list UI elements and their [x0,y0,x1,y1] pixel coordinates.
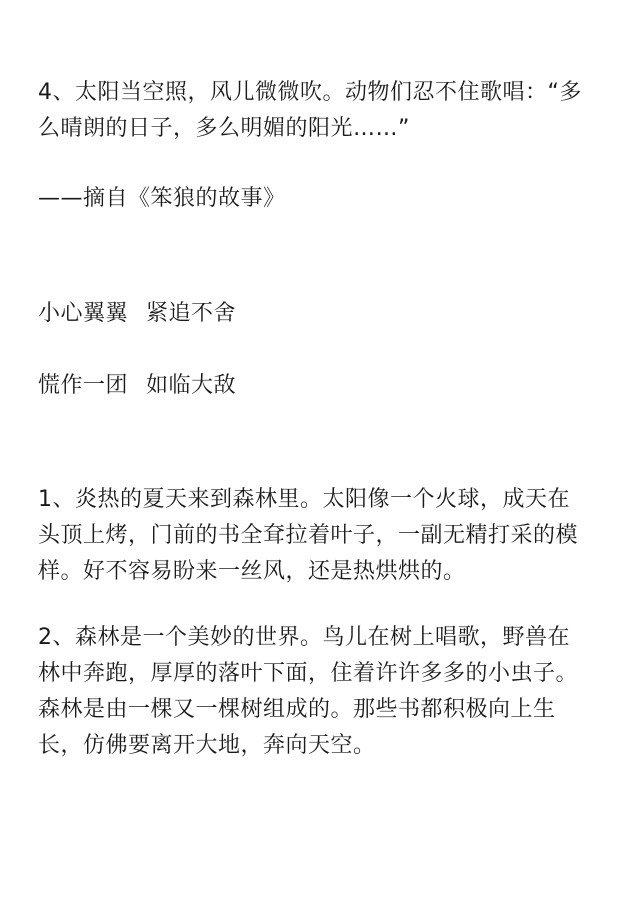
paragraph-2 [38,620,610,764]
word-group-1-b: 紧追不舍 [146,301,237,326]
word-group-2-b: 如临大敌 [146,373,237,398]
source-citation [38,181,610,217]
paragraph-2-line: 森林是由一棵又一棵树组成的。那些书都积极向上生 [38,697,556,722]
source-text: ——摘自《笨狼的故事》 [38,186,286,211]
paragraph-2-line: 林中奔跑，厚厚的落叶下面，住着许许多多的小虫子。 [38,661,579,686]
paragraph-1 [38,482,610,590]
word-group-2 [38,368,610,404]
word-group-1 [38,296,610,332]
word-group-2-a: 慌作一团 [38,373,129,398]
paragraph-4-line: 4、太阳当空照，风儿微微吹。动物们忍不住歌唱：“多 [38,80,582,105]
paragraph-4-line: 么晴朗的日子，多么明媚的阳光……” [38,116,410,141]
paragraph-4 [38,75,610,147]
paragraph-2-line: 长，仿佛要离开大地，奔向天空。 [38,733,376,758]
paragraph-1-line: 1、炎热的夏天来到森林里。太阳像一个火球，成天在 [38,487,570,512]
paragraph-2-line: 2、森林是一个美妙的世界。鸟儿在树上唱歌，野兽在 [38,625,570,650]
word-group-1-a: 小心翼翼 [38,301,129,326]
paragraph-1-line: 头顶上烤，门前的书全耷拉着叶子，一副无精打采的模 [38,523,579,548]
paragraph-1-line: 样。好不容易盼来一丝风，还是热烘烘的。 [38,559,466,584]
